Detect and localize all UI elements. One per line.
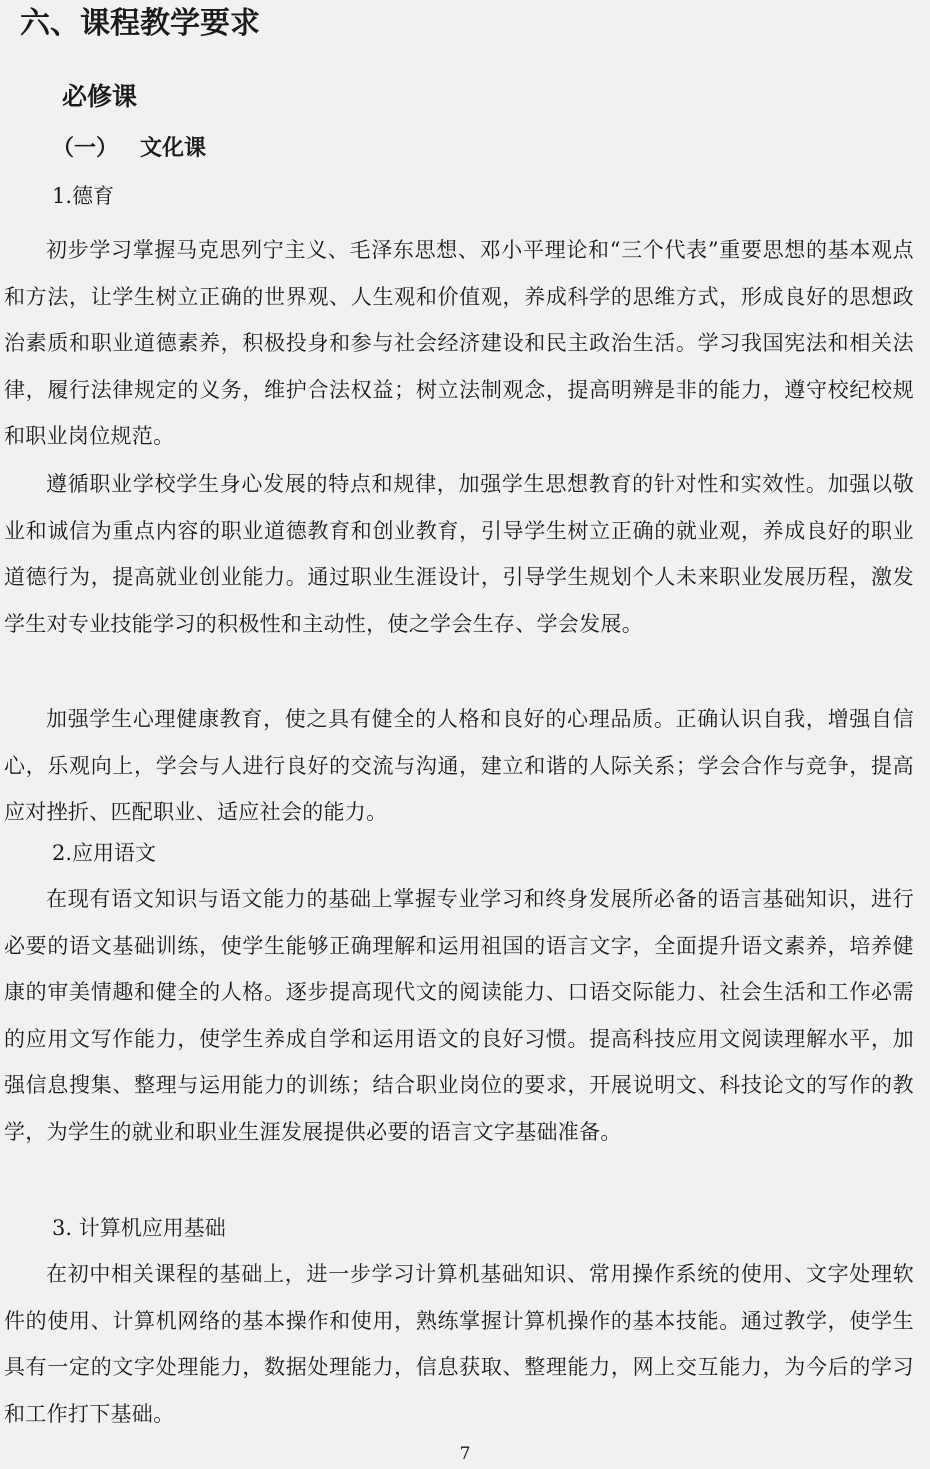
paragraph: 加强学生心理健康教育，使之具有健全的人格和良好的心理品质。正确认识自我，增强自信心，乐观向上，学会与人进行良好的交流与沟通，建立和谐的人际关系；学会合作与竞争，提高应对挫折、匹配职业、适应社会的能力。 — [4, 707, 914, 825]
chapter-title: 六、课程教学要求 — [20, 6, 260, 41]
paragraph: 遵循职业学校学生身心发展的特点和规律，加强学生思想教育的针对性和实效性。加强以敬业和诚信为重点内容的职业道德教育和创业教育，引导学生树立正确的就业观，养成良好的职业道德行为，提高就业创业能力。通过职业生涯设计，引导学生规划个人未来职业发展历程，激发学生对专业技能学习的积极性和主动性，使之学会生存、学会发展。 — [4, 472, 914, 636]
paragraph: 在初中相关课程的基础上，进一步学习计算机基础知识、常用操作系统的使用、文字处理软件的使用、计算机网络的基本操作和使用，熟练掌握计算机操作的基本技能。通过教学，使学生具有一定的文字处理能力，数据处理能力，信息获取、整理能力，网上交互能力，为今后的学习和工作打下基础。 — [4, 1262, 914, 1426]
subsection-number: （一） — [52, 136, 119, 161]
paragraph: 初步学习掌握马克思列宁主义、毛泽东思想、邓小平理论和“三个代表”重要思想的基本观点和方法，让学生树立正确的世界观、人生观和价值观，养成科学的思维方式，形成良好的思想政治素质和职业道德素养，积极投身和参与社会经济建设和民主政治生活。学习我国宪法和相关法律，履行法律规定的义务，维护合法权益；树立法制观念，提高明辨是非的能力，遵守校纪校规和职业岗位规范。 — [4, 238, 914, 449]
section-title: 必修课 — [62, 82, 138, 111]
item-heading-computer-basics: 3. 计算机应用基础 — [52, 1216, 226, 1240]
item-heading-applied-chinese: 2.应用语文 — [52, 841, 157, 865]
subsection-title: 文化课 — [140, 136, 207, 161]
subsection-heading — [52, 132, 206, 166]
item-heading-moral-education: 1.德育 — [52, 184, 115, 208]
paragraph: 在现有语文知识与语文能力的基础上掌握专业学习和终身发展所必备的语言基础知识，进行必要的语文基础训练，使学生能够正确理解和运用祖国的语言文字，全面提升语文素养，培养健康的审美情趣和健全的人格。逐步提高现代文的阅读能力、口语交际能力、社会生活和工作必需的应用文写作能力，使学生养成自学和运用语文的良好习惯。提高科技应用文阅读理解水平，加强信息搜集、整理与运用能力的训练；结合职业岗位的要求，开展说明文、科技论文的写作的教学，为学生的就业和职业生涯发展提供必要的语言文字基础准备。 — [4, 887, 914, 1144]
page-number: 7 — [459, 1444, 471, 1464]
